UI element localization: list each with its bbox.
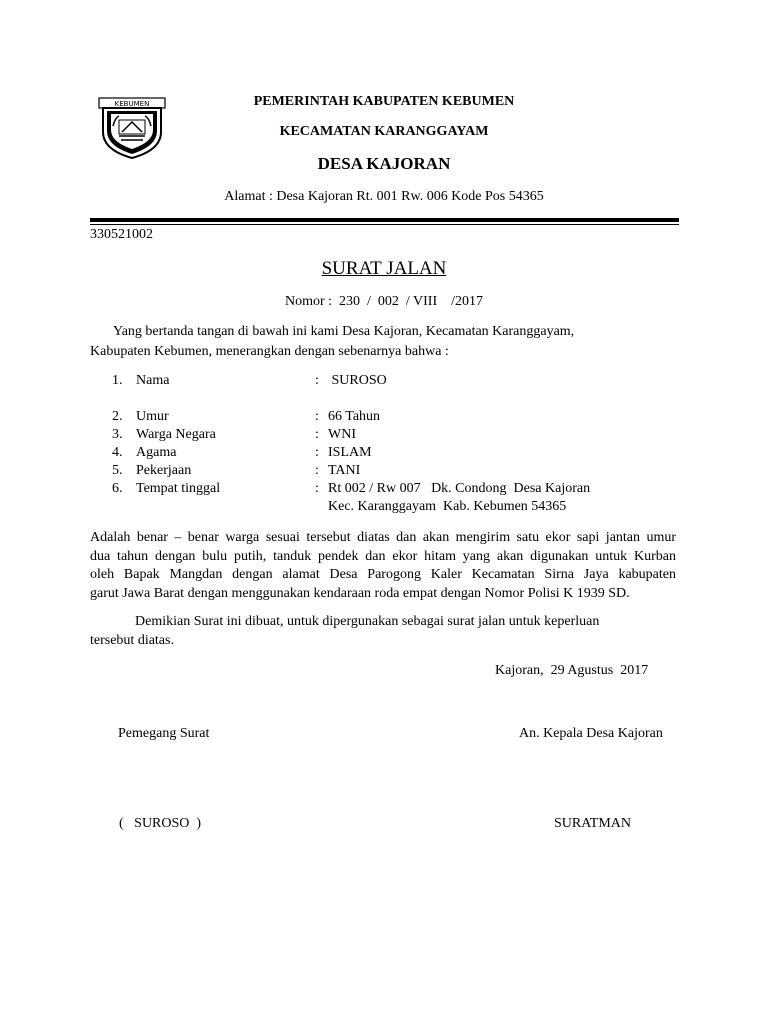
letterhead-government: PEMERINTAH KABUPATEN KEBUMEN — [253, 94, 515, 109]
body-paragraph — [90, 529, 676, 603]
detail-number: 3. — [112, 427, 123, 442]
detail-label-umur: Umur — [136, 409, 169, 424]
detail-colon: : — [315, 481, 319, 496]
body-line: oleh Bapak Mangdan dengan alamat Desa Parogong Kaler Kecamatan Sirna Jaya kabupaten — [90, 567, 676, 582]
signature-name-village-head: SURATMAN — [554, 816, 632, 831]
intro-line-2: Kabupaten Kebumen, menerangkan dengan sebenarnya bahwa : — [90, 344, 449, 359]
detail-number: 2. — [112, 409, 123, 424]
detail-label-warga-negara: Warga Negara — [136, 427, 216, 442]
detail-label-nama: Nama — [136, 373, 170, 388]
detail-value-umur: 66 Tahun — [328, 409, 381, 424]
detail-number: 1. — [112, 373, 123, 388]
detail-number: 6. — [112, 481, 123, 496]
detail-colon: : — [315, 409, 319, 424]
detail-label-pekerjaan: Pekerjaan — [136, 463, 192, 478]
signature-title-village-head: An. Kepala Desa Kajoran — [519, 726, 663, 741]
body-line: dua tahun dengan bulu putih, tanduk pendek dan ekor hitam yang akan digunakan untuk Kurban — [90, 548, 676, 564]
document-number: Nomor : 230 / 002 / VIII /2017 — [284, 294, 484, 309]
detail-label-tempat-tinggal: Tempat tinggal — [136, 481, 221, 496]
letterhead-village: DESA KAJORAN — [317, 154, 451, 173]
document-title: SURAT JALAN — [321, 258, 447, 279]
detail-value-agama: ISLAM — [328, 445, 372, 460]
letterhead-district: KECAMATAN KARANGGAYAM — [279, 124, 489, 139]
intro-line-1: Yang bertanda tangan di bawah ini kami Desa Kajoran, Kecamatan Karanggayam, — [113, 324, 575, 339]
detail-value-warga-negara: WNI — [328, 427, 356, 442]
detail-colon: : — [315, 427, 319, 442]
closing-line-2: tersebut diatas. — [90, 633, 174, 648]
detail-colon: : — [315, 463, 319, 478]
header-divider-thin — [90, 224, 679, 225]
body-line: Adalah benar – benar warga sesuai tersebut diatas dan akan mengirim satu ekor sapi jantan umur — [90, 530, 676, 545]
header-divider-thick — [90, 218, 679, 222]
detail-value-tempat-tinggal-line-2: Kec. Karanggayam Kab. Kebumen 54365 — [328, 499, 567, 514]
signature-title-bearer: Pemegang Surat — [118, 726, 210, 741]
closing-line-1: Demikian Surat ini dibuat, untuk dipergunakan sebagai surat jalan untuk keperluan — [135, 614, 600, 629]
detail-value-pekerjaan: TANI — [328, 463, 361, 478]
signature-name-bearer: ( SUROSO ) — [119, 816, 202, 831]
detail-colon: : — [315, 445, 319, 460]
logo-banner-text: KEBUMEN — [114, 100, 150, 108]
place-and-date: Kajoran, 29 Agustus 2017 — [495, 663, 649, 678]
detail-number: 4. — [112, 445, 123, 460]
detail-value-nama: SUROSO — [328, 373, 387, 388]
detail-label-agama: Agama — [136, 445, 177, 460]
letterhead-address: Alamat : Desa Kajoran Rt. 001 Rw. 006 Kode Pos 54365 — [224, 189, 544, 204]
body-line: garut Jawa Barat dengan menggunakan kendaraan roda empat dengan Nomor Polisi K 1939 SD. — [90, 585, 630, 601]
detail-value-tempat-tinggal: Rt 002 / Rw 007 Dk. Condong Desa Kajoran — [328, 481, 591, 496]
detail-colon: : — [315, 373, 319, 388]
detail-number: 5. — [112, 463, 123, 478]
document-code: 330521002 — [90, 227, 153, 242]
